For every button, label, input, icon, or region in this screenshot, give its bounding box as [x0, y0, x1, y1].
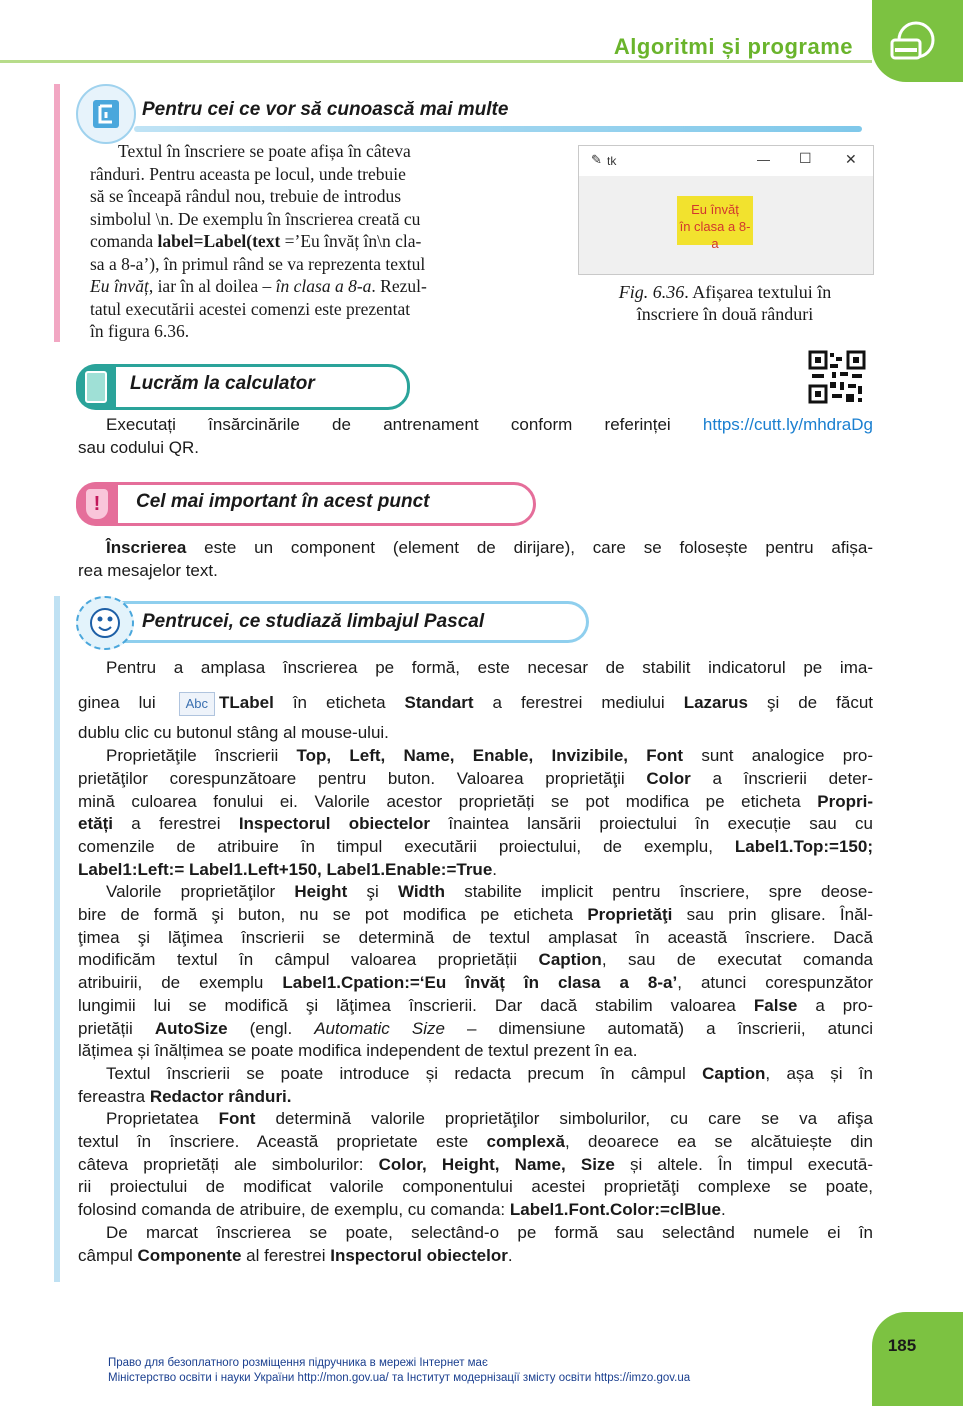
- figure-ref: Fig. 6.36: [618, 282, 685, 302]
- chapter-tab: [872, 0, 963, 82]
- code-label: label=Label(text: [157, 231, 281, 251]
- key-term: Înscrierea: [106, 538, 187, 557]
- box1-line: rânduri. Pentru aceasta pe locul, unde trebuie: [90, 163, 406, 184]
- minimize-icon: —: [757, 152, 770, 167]
- figure-caption: Fig. 6.36. Afișarea textului în înscriere în două rânduri: [618, 282, 832, 324]
- figure-titlebar: [579, 146, 873, 176]
- box4-title: Pentrucei, ce studiază limbajul Pascal: [142, 611, 485, 632]
- window-title: tk: [607, 154, 617, 168]
- box1-title-underline: [134, 126, 862, 132]
- box4-sidebar: [54, 596, 60, 1282]
- box1-line: comanda label=Label(text =’Eu învăț în\n cla-: [90, 231, 422, 251]
- exclamation-icon: !: [76, 482, 118, 526]
- box1-text: [90, 140, 554, 343]
- footer-line: Право для безоплатного розміщення підручника в мережі Інтернет має: [108, 1357, 488, 1369]
- box1-sidebar: [54, 84, 60, 342]
- box1-line: Eu învăț, iar în al doilea – în clasa a 8-a. Rezul-: [90, 276, 427, 296]
- training-link[interactable]: https://cutt.ly/mhdraDg: [702, 415, 873, 434]
- page-number: 185: [887, 1336, 917, 1355]
- box1-line: tatul executării acestei comenzi este prezentat: [90, 298, 411, 319]
- mascot-icon: [76, 596, 134, 650]
- close-icon: ✕: [845, 151, 857, 167]
- box1-line: în figura 6.36.: [90, 321, 190, 341]
- header-rule: [0, 60, 872, 63]
- qr-code-icon: [808, 350, 866, 404]
- box1-line: sa a 8-a’), în primul rând se va reprezenta textul: [90, 253, 426, 274]
- chapter-icon: [886, 18, 940, 68]
- label-tool-icon: Abc: [179, 692, 215, 717]
- feather-icon: ✎: [591, 152, 602, 167]
- box3-text: Înscrierea este un component (element de dirijare), care se folosește pentru afișa- rea mesajelor text.: [78, 538, 873, 580]
- tablet-icon: [76, 364, 116, 410]
- box1-title: Pentru cei ce vor să cunoască mai multe: [142, 99, 509, 120]
- figure-window: [578, 145, 874, 275]
- box1-line: să se înceapă rândul nou, trebuie de introdus: [90, 186, 402, 206]
- info-book-icon: [76, 84, 136, 144]
- chapter-title: Algoritmi și programe: [613, 34, 853, 59]
- figure-label: Eu învăț în clasa a 8-a: [677, 196, 753, 245]
- box2-text: Executați însărcinările de antrenament conform referinței https://cutt.ly/mhdraDg sau codului QR.: [78, 415, 873, 457]
- box1-line: simbolul \n. De exemplu în înscrierea creată cu: [90, 208, 421, 229]
- maximize-icon: ☐: [799, 150, 812, 166]
- box4-text: Pentru a amplasa înscrierea pe formă, este necesar de stabilit indicatorul pe ima- ginea lui Abc TLabel în eticheta Standart a ferestrei mediului Lazarus şi de făcut dublu clic cu butonul stâng al mouse-ului. Proprietăţile înscrierii Top, Left, Name, Enable, Invizibile, Font sunt analogice pro- prietăţilor corespunzătoare pentru buton. Valoarea proprietăţii Color a înscrierii deter- mină culoarea fonului ei. Valorile acestor proprietăți se pot modifica pe eticheta Propri- etăți a ferestrei Inspectorul obiectelor înaintea lansării proiectului în execuție sau cu comenzile de atribuire în timpul executării proiectului, de exemplu, Label1.Top:=150; Label1:Left:= Label1.Left+150, Label1.Enable:=True. Valorile proprietăţilor Height şi Width stabilite implicit pentru înscriere, spre deose- bire de formă şi buton, nu se pot modifica pe eticheta Proprietăţi sau prin glisare. Înăl- ţimea şi lăţimea înscrierii se determină de textul amplasat în această înscriere. Dacă modificăm textul în câmpul valoarea proprietății Caption, sau de executat comanda atribuirii, de exemplu Label1.Cpation:=‘Eu învăț în clasa a 8-a’, atunci corespunzător lungimii lui se modifică şi lăţimea înscrierii. Dar dacă stabilim valoarea False a pro- prietății AutoSize (engl. Automatic Size – dimensiune automată) a înscrierii, atunci lățimea și înălțimea se poate modifica independent de textul prezent în ea. Textul înscrierii se poate introduce și redacta precum în câmpul Caption, așa și în fereastra Redactor rânduri. Proprietatea Font determină valorile proprietăţilor simbolurilor, cu care se va afişa textul în înscriere. Această proprietate este complexă, deoarece ea se alcătuiește din câteva proprietăți ale simbolurilor: Color, Height, Name, Size și altele. În timpul executā- rii proiectului de modificat valorile componentului acestei proprietăţi complexe se poate, folosind comanda de atribuire, de exemplu, cu comanda: Label1.Font.Color:=clBlue. De marcat înscrierea se poate, selectând-o pe formă sau selectând numele ei în câmpul Componente al ferestrei Inspectorul obiectelor.: [78, 658, 874, 1265]
- page-number-tab: [872, 1312, 963, 1406]
- box1-line: Textul în înscriere se poate afișa în câteva: [118, 141, 411, 161]
- box2-title: Lucrăm la calculator: [130, 373, 315, 394]
- footer: [108, 1356, 690, 1386]
- box3-title: Cel mai important în acest punct: [136, 491, 430, 512]
- footer-line: Міністерство освіти і науки України http://mon.gov.ua/ та Інститут модернізації змісту освіти https://imzo.gov.ua: [108, 1372, 691, 1384]
